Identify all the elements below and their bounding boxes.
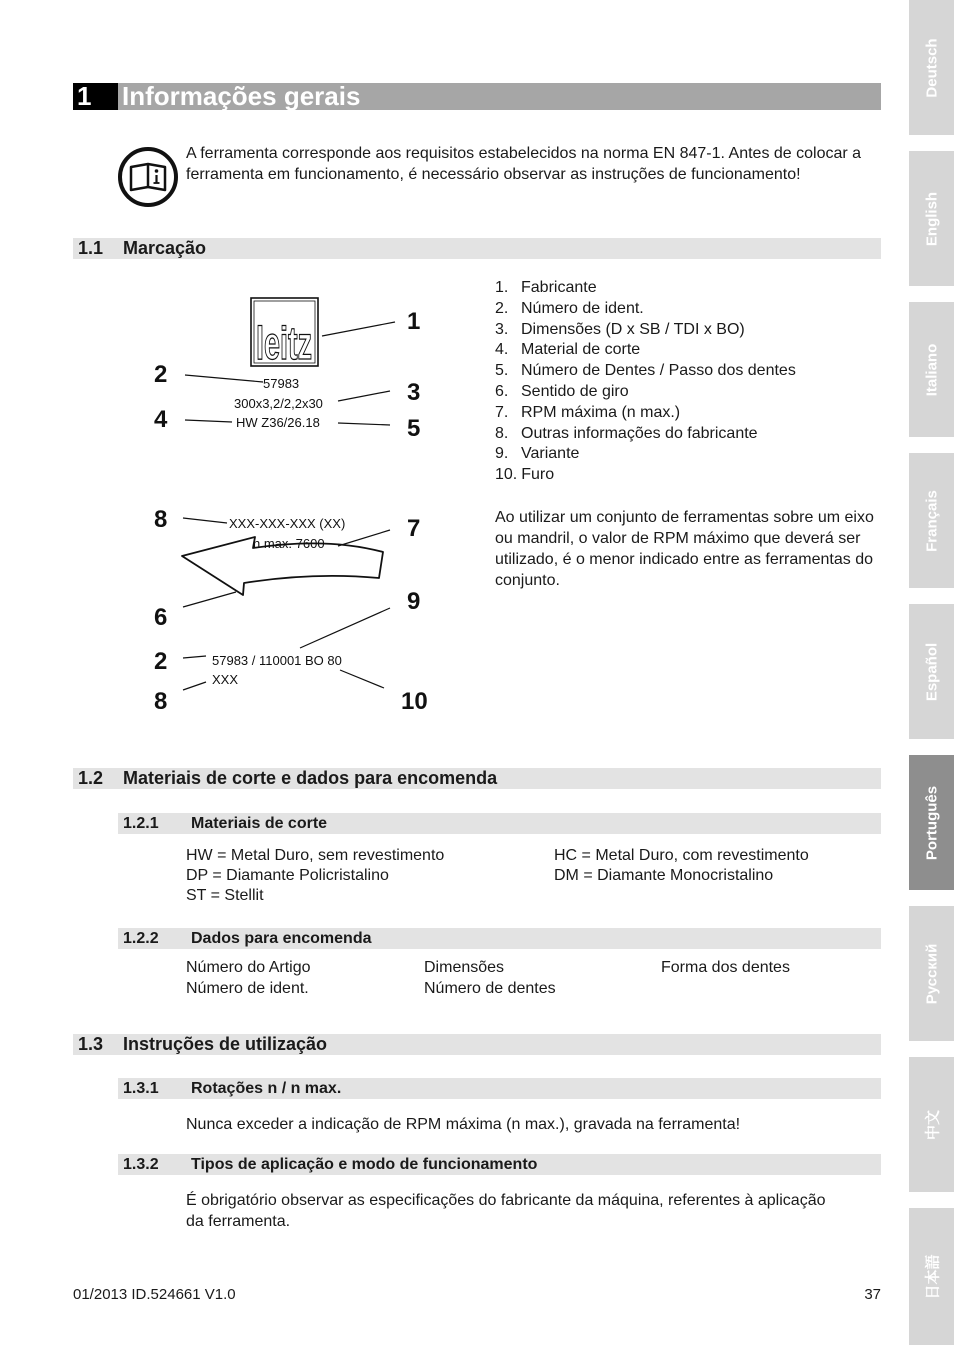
callout-number: 10 [401,688,428,715]
tab-label: Español [923,642,940,701]
callout-number: 7 [407,515,421,542]
tab-francais[interactable] [909,453,954,588]
list-item: 6. Sentido de giro [495,382,629,400]
callout-number: 3 [407,379,421,406]
section-title: Marcação [123,238,207,258]
tab-label: Français [923,489,940,552]
callout-number: 8 [154,688,168,715]
callout-number: 9 [407,588,421,615]
rpm-warning: Nunca exceder a indicação de RPM máxima (n max.), gravada na ferramenta! [186,1116,741,1133]
tab-russian[interactable] [909,906,954,1041]
section-title: Materiais de corte e dados para encomenda [123,768,498,788]
section-heading-1-3 [73,1034,881,1055]
list-item: 3. Dimensões (D x SB / TDI x BO) [495,320,745,338]
tab-label: English [923,191,940,246]
material-st: ST = Stellit [186,887,264,904]
footer-doc-id: 01/2013 ID.524661 V1.0 [73,1286,236,1303]
tab-label: 中文 [924,1109,941,1140]
material-dm: DM = Diamante Monocristalino [554,867,774,884]
page-number: 37 [864,1286,881,1303]
list-item: 10. Furo [495,466,555,484]
subsection-heading-1-3-2 [118,1154,881,1175]
marking-diagram [145,285,445,715]
subsection-heading-1-2-1 [118,813,881,834]
order-teeth-number: Número de dentes [424,980,556,997]
tab-label: Deutsch [923,37,940,98]
marking-legend-list [495,278,885,486]
list-item: 9. Variante [495,445,580,463]
tab-english[interactable] [909,151,954,286]
section-title: Instruções de utilização [123,1034,328,1054]
subsection-title: Rotações n / n max. [191,1080,342,1097]
tab-chinese[interactable] [909,1057,954,1192]
chapter-title: Informações gerais [122,81,361,111]
engraving-material: HW Z36/26.18 [236,415,320,430]
callout-number: 8 [154,506,168,533]
list-item: 4. Material de corte [495,341,641,359]
tab-espanol[interactable] [909,604,954,739]
list-item: 5. Número de Dentes / Passo dos dentes [495,362,796,380]
read-manual-icon [117,146,179,213]
tab-label: Italiano [923,343,940,396]
order-ident-number: Número de ident. [186,980,309,997]
order-article-number: Número do Artigo [186,959,311,976]
callout-number: 2 [154,361,168,388]
engraving-variant: XXX [212,672,239,687]
leitz-logo [251,298,318,369]
subsection-heading-1-2-2 [118,928,881,949]
svg-text:leitz: leitz [256,317,312,369]
callout-number: 1 [407,308,421,335]
subsection-number: 1.2.1 [123,815,159,832]
subsection-heading-1-3-1 [118,1078,881,1099]
tab-label: Русский [923,943,940,1004]
tab-japanese[interactable] [909,1208,954,1345]
material-hw: HW = Metal Duro, sem revestimento [186,847,445,864]
tab-portugues[interactable] [909,755,954,890]
tab-italiano[interactable] [909,302,954,437]
order-tooth-shape: Forma dos dentes [661,959,790,976]
tool-set-note: Ao utilizar um conjunto de ferramentas sobre um eixo ou mandril, o valor de RPM máximo que deverá ser utilizado, é o menor indicado entre as ferramentas do conjunto. [495,509,874,589]
engraving-nmax: n max. 7600 [253,536,325,551]
tab-deutsch[interactable] [909,0,954,135]
subsection-title: Tipos de aplicação e modo de funcionamento [191,1156,538,1173]
chapter-title-bar [73,83,881,110]
engraving-dimensions: 300x3,2/2,2x30 [234,396,323,411]
section-number: 1.3 [78,1034,104,1054]
engraving-ident-bore: 57983 / 110001 BO 80 [212,653,342,668]
section-number: 1.1 [78,238,104,258]
subsection-title: Dados para encomenda [191,930,372,947]
section-heading-1-1 [73,238,881,259]
intro-text: A ferramenta corresponde aos requisitos estabelecidos na norma EN 847-1. Antes de colocar a ferramenta em funcionamento, é necessário observar as instruções de funcionamento! [186,145,862,183]
order-dimensions: Dimensões [424,959,505,976]
material-dp: DP = Diamante Policristalino [186,867,389,884]
section-number: 1.2 [78,768,104,788]
subsection-number: 1.2.2 [123,930,159,947]
tab-label: 日本語 [924,1253,941,1300]
subsection-number: 1.3.2 [123,1156,159,1173]
callout-number: 2 [154,648,168,675]
tab-label: Português [923,785,940,860]
subsection-number: 1.3.1 [123,1080,159,1097]
engraving-ident: 57983 [263,376,300,391]
section-heading-1-2 [73,768,881,789]
application-note: É obrigatório observar as especificações do fabricante da máquina, referentes à aplicação da ferramenta. [186,1192,826,1230]
list-item: 2. Número de ident. [495,299,644,317]
callout-number: 5 [407,415,421,442]
callout-number: 4 [154,406,168,433]
callout-number: 6 [154,604,168,631]
engraving-other-info: XXX-XXX-XXX (XX) [229,516,346,531]
subsection-title: Materiais de corte [191,815,328,832]
list-item: 1. Fabricante [495,279,597,296]
list-item: 8. Outras informações do fabricante [495,424,758,442]
material-hc: HC = Metal Duro, com revestimento [554,847,809,864]
chapter-number: 1 [73,83,118,110]
list-item: 7. RPM máxima (n max.) [495,403,681,421]
